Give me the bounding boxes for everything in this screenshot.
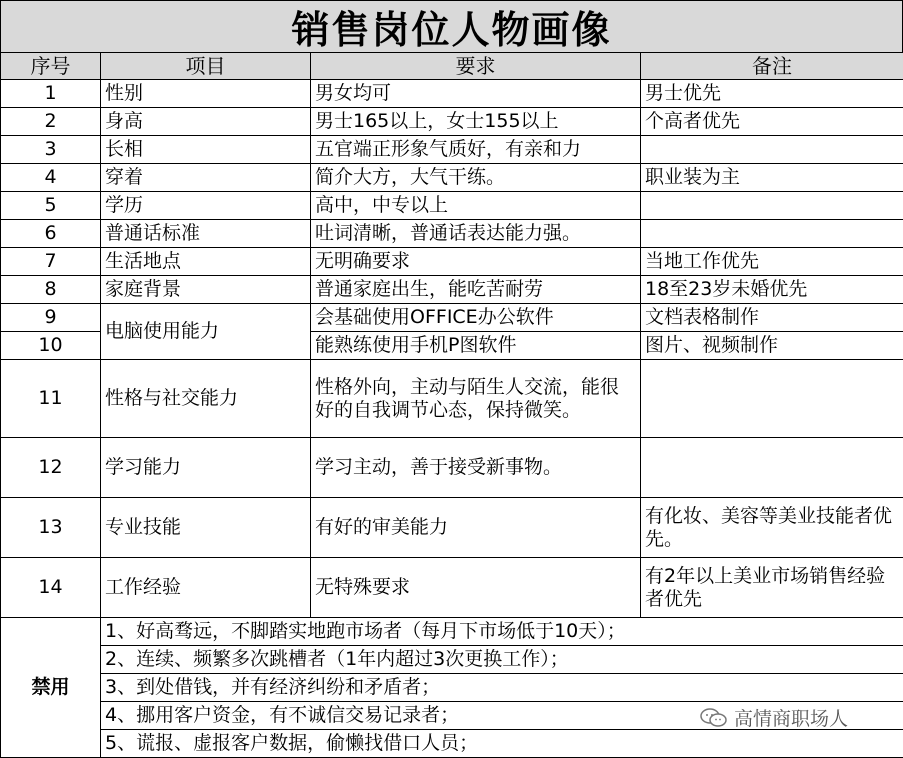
sheet-title: 销售岗位人物画像 (0, 0, 903, 53)
row-note (641, 438, 903, 498)
table-row (1, 248, 903, 276)
watermark-text: 高情商职场人 (734, 708, 849, 730)
table-row (1, 220, 903, 248)
row-item: 学历 (101, 192, 311, 220)
row-item: 学习能力 (101, 438, 311, 498)
row-no: 6 (1, 220, 101, 248)
watermark (700, 704, 848, 731)
requirements-table (0, 52, 903, 758)
row-requirement (311, 360, 641, 438)
row-note (641, 220, 903, 248)
row-no: 2 (1, 108, 101, 136)
row-note: 图片、视频制作 (641, 332, 903, 360)
header-row (1, 53, 903, 80)
row-no: 4 (1, 164, 101, 192)
header-item: 项目 (101, 53, 311, 80)
forbidden-row (1, 618, 903, 646)
table-row (1, 558, 903, 618)
row-no: 7 (1, 248, 101, 276)
row-requirement: 吐词清晰，普通话表达能力强。 (311, 220, 641, 248)
row-no: 5 (1, 192, 101, 220)
row-note: 文档表格制作 (641, 304, 903, 332)
row-item: 专业技能 (101, 498, 311, 558)
row-note (641, 558, 903, 618)
row-requirement: 男女均可 (311, 80, 641, 108)
row-requirement: 有好的审美能力 (311, 498, 641, 558)
row-item: 电脑使用能力 (101, 304, 311, 360)
row-requirement-text: 性格外向，主动与陌生人交流，能很好的自我调节心态，保持微笑。 (315, 375, 620, 421)
row-requirement: 五官端正形象气质好，有亲和力 (311, 136, 641, 164)
row-item: 普通话标准 (101, 220, 311, 248)
header-note: 备注 (641, 53, 903, 80)
forbidden-item: 1、好高骛远，不脚踏实地跑市场者（每月下市场低于10天）； (101, 618, 903, 646)
row-note (641, 192, 903, 220)
forbidden-item: 5、谎报、虚报客户数据，偷懒找借口人员； (101, 730, 903, 758)
row-item: 工作经验 (101, 558, 311, 618)
row-no: 12 (1, 438, 101, 498)
row-requirement: 无明确要求 (311, 248, 641, 276)
row-no: 3 (1, 136, 101, 164)
row-note: 当地工作优先 (641, 248, 903, 276)
table-row (1, 164, 903, 192)
forbidden-item: 2、连续、频繁多次跳槽者（1年内超过3次更换工作）； (101, 646, 903, 674)
row-requirement: 普通家庭出生，能吃苦耐劳 (311, 276, 641, 304)
row-no: 14 (1, 558, 101, 618)
row-item: 身高 (101, 108, 311, 136)
forbidden-row (1, 646, 903, 674)
row-no: 1 (1, 80, 101, 108)
row-note (641, 360, 903, 438)
row-note: 18至23岁未婚优先 (641, 276, 903, 304)
row-no: 11 (1, 360, 101, 438)
forbidden-label: 禁用 (1, 618, 101, 758)
row-note (641, 498, 903, 558)
row-requirement: 无特殊要求 (311, 558, 641, 618)
row-note-text: 有2年以上美业市场销售经验者优先 (645, 564, 886, 610)
header-no: 序号 (1, 53, 101, 80)
forbidden-row (1, 674, 903, 702)
forbidden-item: 4、挪用客户资金，有不诚信交易记录者； (101, 702, 903, 730)
row-item: 家庭背景 (101, 276, 311, 304)
row-item: 穿着 (101, 164, 311, 192)
table-row (1, 276, 903, 304)
forbidden-row (1, 730, 903, 758)
row-note-text: 有化妆、美容等美业技能者优先。 (645, 504, 893, 550)
table-row (1, 498, 903, 558)
table-row (1, 192, 903, 220)
row-requirement: 男士165以上，女士155以上 (311, 108, 641, 136)
row-item: 长相 (101, 136, 311, 164)
row-item: 生活地点 (101, 248, 311, 276)
row-note: 个高者优先 (641, 108, 903, 136)
row-no: 9 (1, 304, 101, 332)
row-requirement: 能熟练使用手机P图软件 (311, 332, 641, 360)
forbidden-item: 3、到处借钱，并有经济纠纷和矛盾者； (101, 674, 903, 702)
table-row (1, 80, 903, 108)
table-row (1, 438, 903, 498)
table-row (1, 108, 903, 136)
row-no: 13 (1, 498, 101, 558)
table-row (1, 304, 903, 332)
row-note (641, 136, 903, 164)
row-no: 10 (1, 332, 101, 360)
row-item: 性格与社交能力 (101, 360, 311, 438)
row-requirement: 简介大方，大气干练。 (311, 164, 641, 192)
row-requirement: 会基础使用OFFICE办公软件 (311, 304, 641, 332)
row-requirement: 学习主动，善于接受新事物。 (311, 438, 641, 498)
wechat-icon (700, 708, 728, 728)
table-row (1, 136, 903, 164)
row-no: 8 (1, 276, 101, 304)
row-note: 职业装为主 (641, 164, 903, 192)
row-item: 性别 (101, 80, 311, 108)
row-requirement: 高中，中专以上 (311, 192, 641, 220)
header-requirement: 要求 (311, 53, 641, 80)
table-row (1, 360, 903, 438)
row-note: 男士优先 (641, 80, 903, 108)
